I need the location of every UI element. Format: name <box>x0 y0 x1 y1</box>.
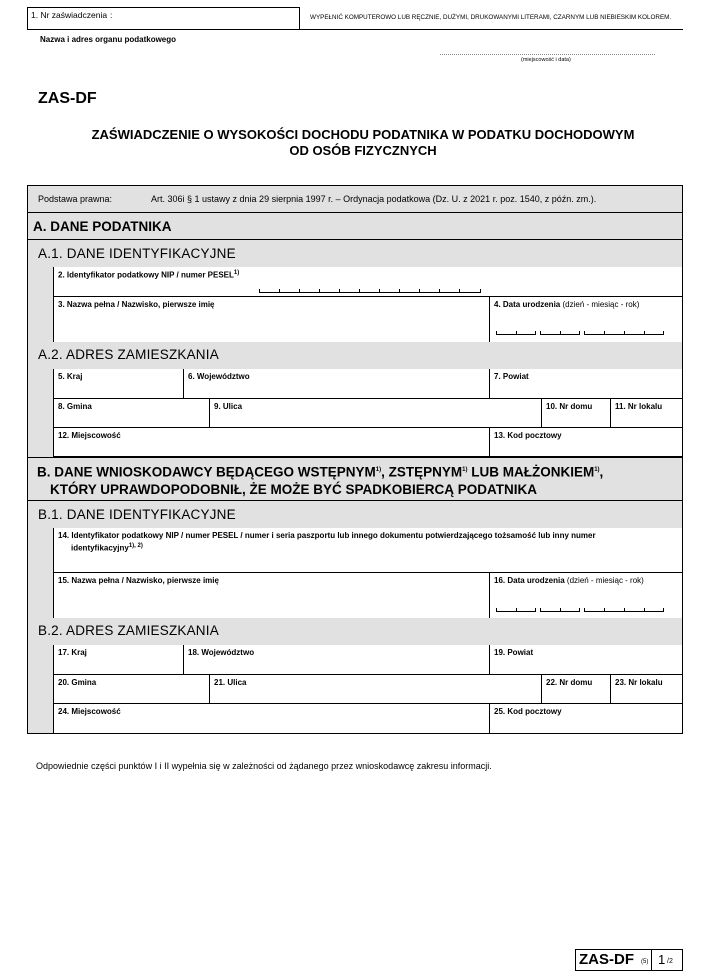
page-total: /2 <box>667 958 673 965</box>
applicant-country-field[interactable] <box>53 645 183 675</box>
applicant-birth-date-field[interactable] <box>489 573 682 618</box>
voivodeship-label: 6. Województwo <box>188 372 250 381</box>
footer-note: Odpowiednie części punktów I i II wypełnia się w zależności od żądanego przez wnioskodawcę zakresu informacji. <box>36 761 492 771</box>
house-number-label: 10. Nr domu <box>546 402 593 411</box>
applicant-name-field[interactable] <box>53 573 489 618</box>
name-field[interactable] <box>53 297 489 342</box>
commune-label: 8. Gmina <box>58 402 92 411</box>
legal-basis-text: Art. 306i § 1 ustawy z dnia 29 sierpnia 1997 r. – Ordynacja podatkowa (Dz. U. z 2021 r. poz. 1540, z późn. zm.). <box>151 194 597 204</box>
country-label: 5. Kraj <box>58 372 83 381</box>
footer-code: ZAS-DF <box>579 951 634 968</box>
section-b-title-part2: , ZSTĘPNYM <box>381 464 463 480</box>
legal-basis <box>28 186 682 213</box>
applicant-postal-code-label: 25. Kod pocztowy <box>494 707 562 716</box>
applicant-street-field[interactable] <box>209 675 541 704</box>
applicant-id-label-line2: identyfikacyjny <box>71 543 129 553</box>
place-date-line[interactable] <box>440 54 655 55</box>
footer-code-box <box>575 949 683 971</box>
applicant-house-number-field[interactable] <box>541 675 610 704</box>
city-label: 12. Miejscowość <box>58 431 121 440</box>
nip-pesel-comb <box>259 288 481 293</box>
fill-instruction: WYPEŁNIĆ KOMPUTEROWO LUB RĘCZNIE, DUŻYMI, DRUKOWANYMI LITERAMI, CZARNYM LUB NIEBIESKIM KOLOREM. <box>310 14 672 21</box>
form-code: ZAS-DF <box>38 90 97 107</box>
section-b-sup1: 1) <box>375 467 382 473</box>
birth-date-hint: (dzień - miesiąc - rok) <box>562 300 640 309</box>
section-a-title: A. DANE PODATNIKA <box>33 219 172 234</box>
birth-date-label: 4. Data urodzenia <box>494 300 561 309</box>
section-a1-title: A.1. DANE IDENTYFIKACYJNE <box>38 246 236 261</box>
name-label: 3. Nazwa pełna / Nazwisko, pierwsze imię <box>58 300 215 309</box>
form-title-line2: OD OSÓB FIZYCZNYCH <box>289 143 437 158</box>
applicant-city-label: 24. Miejscowość <box>58 707 121 716</box>
section-b2-title: B.2. ADRES ZAMIESZKANIA <box>38 623 219 638</box>
place-date-label: (miejscowość i data) <box>521 57 571 63</box>
county-label: 7. Powiat <box>494 372 529 381</box>
applicant-apartment-number-label: 23. Nr lokalu <box>615 678 663 687</box>
birth-date-field[interactable] <box>489 297 682 342</box>
apartment-number-field[interactable] <box>610 399 682 428</box>
applicant-name-label: 15. Nazwa pełna / Nazwisko, pierwsze imię <box>58 576 219 585</box>
applicant-birth-date-hint: (dzień - miesiąc - rok) <box>566 576 644 585</box>
footer-version: (5) <box>641 959 649 965</box>
section-a2-title: A.2. ADRES ZAMIESZKANIA <box>38 347 219 362</box>
applicant-county-field[interactable] <box>489 645 682 675</box>
county-field[interactable] <box>489 369 682 399</box>
legal-basis-label: Podstawa prawna: <box>38 194 113 204</box>
applicant-voivodeship-field[interactable] <box>183 645 489 675</box>
applicant-country-label: 17. Kraj <box>58 648 87 657</box>
applicant-apartment-number-field[interactable] <box>610 675 682 704</box>
voivodeship-field[interactable] <box>183 369 489 399</box>
section-b-title-part4: , <box>599 464 604 480</box>
page-number: 1 <box>658 952 666 967</box>
apartment-number-label: 11. Nr lokalu <box>615 402 663 411</box>
applicant-postal-code-field[interactable] <box>489 704 682 733</box>
section-b-sup3: 1) <box>594 467 600 473</box>
form-title <box>0 127 726 159</box>
street-field[interactable] <box>209 399 541 428</box>
applicant-house-number-label: 22. Nr domu <box>546 678 593 687</box>
postal-code-field[interactable] <box>489 428 682 457</box>
house-number-field[interactable] <box>541 399 610 428</box>
applicant-id-sup: 1), 2) <box>128 543 143 549</box>
city-field[interactable] <box>53 428 489 457</box>
section-b-title-part1: B. DANE WNIOSKODAWCY BĘDĄCEGO WSTĘPNYM <box>37 464 376 480</box>
postal-code-label: 13. Kod pocztowy <box>494 431 562 440</box>
applicant-county-label: 19. Powiat <box>494 648 534 657</box>
applicant-birth-date-label: 16. Data urodzenia <box>494 576 565 585</box>
applicant-city-field[interactable] <box>53 704 489 733</box>
applicant-id-label: 14. Identyfikator podatkowy NIP / numer PESEL / numer i seria paszportu lub innego dokumentu potwierdzającego tożsamość lub inny numer <box>58 531 596 540</box>
cert-number-box[interactable]: 1. Nr zaświadczenia : <box>27 7 300 30</box>
section-b-sup2: 1) <box>462 467 468 473</box>
section-b-title <box>37 462 603 498</box>
commune-field[interactable] <box>53 399 209 428</box>
applicant-street-label: 21. Ulica <box>214 678 247 687</box>
cert-number-label: 1. Nr zaświadczenia <box>31 10 108 20</box>
country-field[interactable] <box>53 369 183 399</box>
nip-pesel-label: 2. Identyfikator podatkowy NIP / numer PESEL <box>58 270 234 280</box>
applicant-id-field[interactable] <box>53 528 682 573</box>
office-label: Nazwa i adres organu podatkowego <box>40 35 177 44</box>
section-b-title-line2: KTÓRY UPRAWDOPODOBNIŁ, ŻE MOŻE BYĆ SPADKOBIERCĄ PODATNIKA <box>50 481 538 497</box>
nip-pesel-sup: 1) <box>233 270 240 276</box>
applicant-commune-field[interactable] <box>53 675 209 704</box>
applicant-voivodeship-label: 18. Województwo <box>188 648 255 657</box>
section-b-title-part3: LUB MAŁŻONKIEM <box>467 464 595 480</box>
form-title-line1: ZAŚWIADCZENIE O WYSOKOŚCI DOCHODU PODATNIKA W PODATKU DOCHODOWYM <box>91 127 635 142</box>
nip-pesel-field[interactable] <box>53 267 682 297</box>
street-label: 9. Ulica <box>214 402 243 411</box>
section-b1-title: B.1. DANE IDENTYFIKACYJNE <box>38 507 236 522</box>
applicant-commune-label: 20. Gmina <box>58 678 97 687</box>
